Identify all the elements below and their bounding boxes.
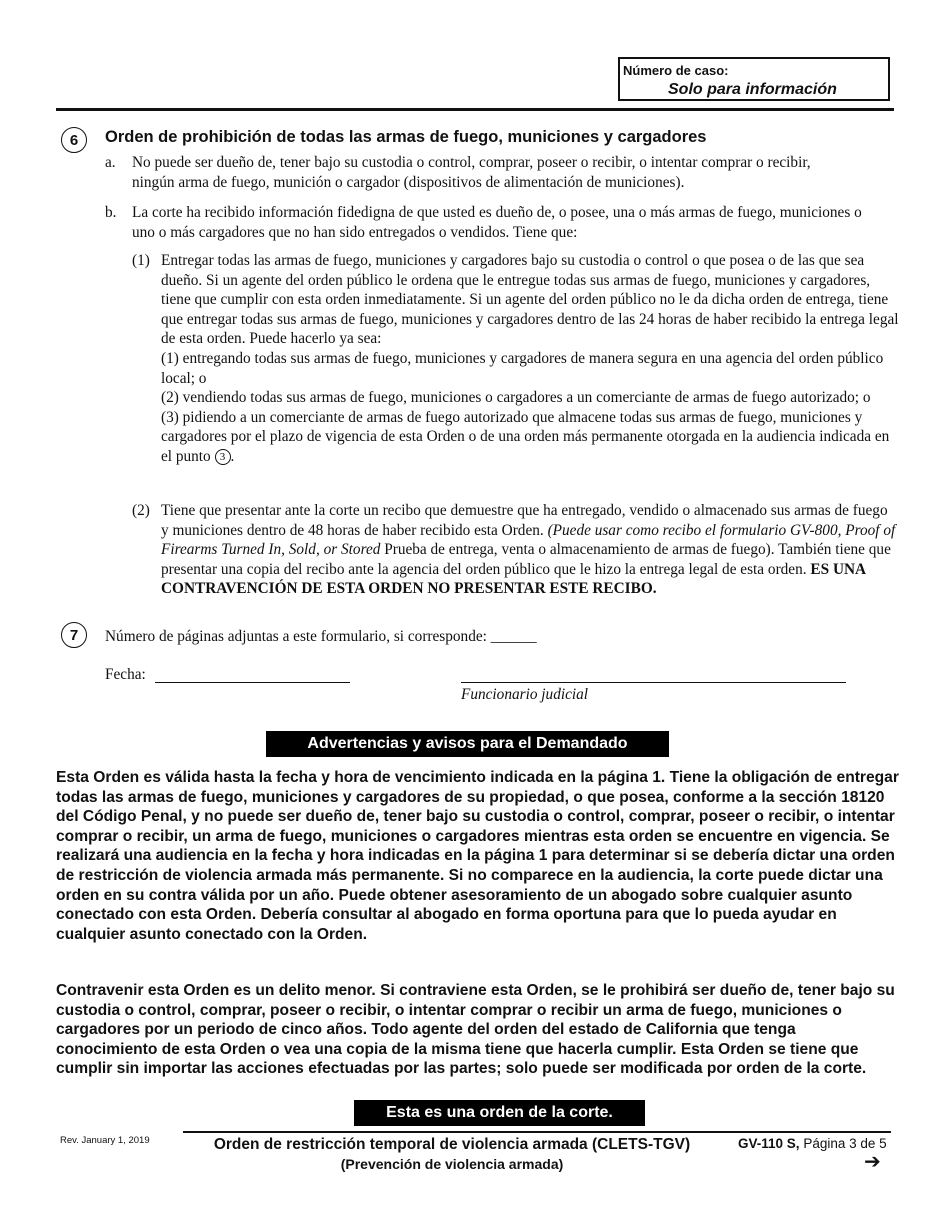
court-order-banner: Esta es una orden de la corte. — [354, 1100, 645, 1126]
item-6b1-option-2: (2) vendiendo todas sus armas de fuego, municiones o cargadores a un comerciante de armas de fuego autorizado; o — [161, 389, 871, 407]
date-label: Fecha: — [105, 666, 146, 683]
warnings-paragraph-2: Contravenir esta Orden es un delito menor. Si contraviene esta Orden, se le prohibirá ser dueño de, tener bajo su custodia o control, comprar, poseer o recibir, o intentar comprar o recibir un arma de fuego, municiones o cargadores por un periodo de cinco años. Todo agente del orden del estado de California que tenga conocimiento de esta Orden o vea una copia de la misma tiene que hacerla cumplir. Esta Orden se tiene que cumplir sin importar las acciones efectuadas por las partes; solo puede ser modificada por orden de la corte. — [56, 982, 895, 1078]
item-6-number: 6 — [61, 127, 87, 153]
attached-pages-field[interactable]: ______ — [490, 628, 537, 645]
header-rule — [56, 108, 894, 111]
case-number-label: Número de caso: — [623, 63, 729, 78]
item-6b1-block — [161, 251, 899, 467]
item-7-text: Número de páginas adjuntas a este formulario, si corresponde: ______ — [105, 628, 537, 645]
item-6b2-text: Tiene que presentar ante la corte un recibo que demuestre que ha entregado, vendido o almacenado sus armas de fuego y municiones dentro de 48 horas de haber recibido esta Orden. (Puede usar como recibo el formulario GV-800, Proof of Firearms Turned In, Sold, or Stored Prueba de entrega, venta o almacenamiento de armas de fuego). También tiene que presentar una copia del recibo ante la agencia del orden público que le hizo la entrega legal de esta orden. ES UNA CONTRAVENCIÓN DE ESTA ORDEN NO PRESENTAR ESTE RECIBO. — [161, 502, 896, 598]
item-6b1-option-1: (1) entregando todas sus armas de fuego, municiones y cargadores de manera segura en una agencia del orden público local; o — [161, 349, 884, 387]
item-6b1-option-3: (3) pidiendo a un comerciante de armas de fuego autorizado que almacene todas sus armas de fuego, municiones y cargadores por el plazo de vigencia de esta Orden o de una orden más permanente otorgada en la audiencia indicada en el punto 3 . — [161, 408, 890, 465]
judicial-officer-label: Funcionario judicial — [461, 686, 589, 703]
footer-subtitle: (Prevención de violencia armada) — [340, 1156, 564, 1172]
case-number-value: Solo para información — [668, 81, 837, 98]
revision-date: Rev. January 1, 2019 — [60, 1135, 150, 1146]
item-6b1-label: (1) — [132, 252, 150, 269]
footer-title: Orden de restricción temporal de violencia armada (CLETS-TGV) — [213, 1136, 691, 1153]
judicial-officer-signature-line[interactable] — [461, 681, 846, 683]
item-6a-text: No puede ser dueño de, tener bajo su custodia o control, comprar, poseer o recibir, o intentar comprar o recibir, ningún arma de fuego, munición o cargador (dispositivos de alimentación de municiones). — [132, 154, 811, 191]
item-3-reference: 3 — [215, 449, 231, 465]
footer-rule — [183, 1131, 891, 1133]
page-number: Página 3 de 5 — [803, 1136, 887, 1151]
warnings-paragraph-1: Esta Orden es válida hasta la fecha y hora de vencimiento indicada en la página 1. Tiene la obligación de entregar todas las armas de fuego, municiones y cargadores de su propiedad, o que posea, conforme a la sección 18120 del Código Penal, y no puede ser dueño de, tener bajo su custodia o control, comprar, poseer o recibir, o intentar comprar o recibir, un arma de fuego, municiones o cargadores mientras esta orden se encuentre en vigencia. Se realizará una audiencia en la fecha y hora indicadas en la página 1 para determinar si se debería dictar una orden de restricción de violencia armada más permanente. Si no comparece en la audiencia, la corte puede dictar una orden en su contra válida por un año. Puede obtener asesoramiento de un abogado sobre cualquier asunto conectado con esta Orden. Debería consultar al abogado en forma oportuna para que lo pueda ayudar en cualquier asunto conectado con la Orden. — [56, 769, 899, 943]
item-7-number: 7 — [61, 622, 87, 648]
form-id: GV-110 S, — [738, 1136, 800, 1151]
item-6-title: Orden de prohibición de todas las armas de fuego, municiones y cargadores — [105, 128, 707, 146]
warnings-banner: Advertencias y avisos para el Demandado — [266, 731, 669, 757]
item-6b-text: La corte ha recibido información fidedigna de que usted es dueño de, o posee, una o más armas de fuego, municiones o uno o más cargadores que no han sido entregados o vendidos. Tiene que: — [132, 204, 862, 241]
date-field[interactable] — [155, 681, 350, 683]
item-6b2-label: (2) — [132, 502, 150, 519]
next-page-arrow-icon: ➔ — [864, 1151, 881, 1173]
item-6b-label: b. — [105, 204, 117, 221]
case-number-box — [618, 57, 890, 101]
item-6b1-text: Entregar todas las armas de fuego, municiones y cargadores bajo su custodia o control o que posea o de las que sea dueño. Si un agente del orden público le ordena que le entregue todas sus armas de fuego, municiones y cargadores, tiene que cumplir con esta orden inmediatamente. Si un agente del orden público no le da dicha orden de entrega, tiene que entregar todas sus armas de fuego, municiones y cargadores dentro de las 24 horas de haber recibido la entrega legal de esta orden. Puede hacerlo ya sea: — [161, 252, 899, 348]
item-6a-label: a. — [105, 154, 116, 171]
